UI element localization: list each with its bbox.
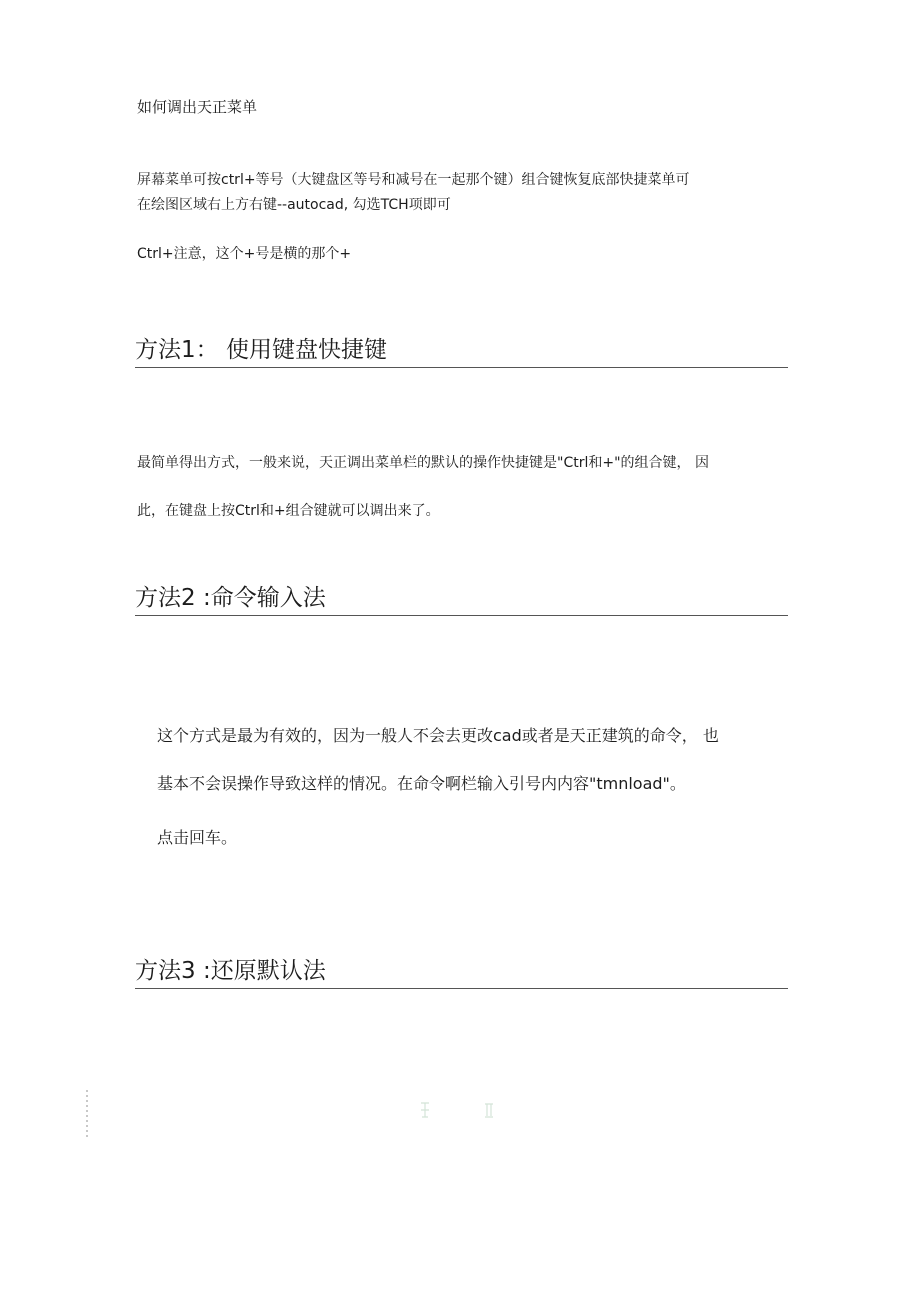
intro-paragraph-line-2: 在绘图区域右上方右键--autocad, 勾选TCH项即可 — [137, 197, 451, 213]
margin-dots-decoration — [86, 1090, 88, 1140]
intro-note: Ctrl+注意，这个+号是横的那个+ — [137, 246, 352, 262]
method-2-line-1: 这个方式是最为有效的，因为一般人不会去更改cad或者是天正建筑的命令， 也 — [157, 726, 719, 745]
faint-mark-decoration — [419, 1100, 431, 1120]
intro-paragraph-line-1: 屏幕菜单可按ctrl+等号（大键盘区等号和减号在一起那个键）组合键恢复底部快捷菜单可 — [137, 172, 690, 188]
method-1-line-2: 此，在键盘上按Ctrl和+组合键就可以调出来了。 — [137, 503, 440, 519]
intro-title: 如何调出天正菜单 — [137, 98, 258, 116]
faint-mark-decoration — [483, 1100, 495, 1120]
method-1-heading: 方法1： 使用键盘快捷键 — [135, 336, 788, 368]
method-2-heading: 方法2 :命令输入法 — [135, 584, 788, 616]
method-3-heading: 方法3 :还原默认法 — [135, 957, 788, 989]
method-2-line-2: 基本不会误操作导致这样的情况。在命令啊栏输入引号内内容"tmnload"。 — [157, 774, 686, 793]
method-1-line-1: 最简单得出方式，一般来说，天正调出菜单栏的默认的操作快捷键是"Ctrl和+"的组合键， 因 — [137, 455, 709, 471]
method-2-line-3: 点击回车。 — [157, 828, 238, 847]
